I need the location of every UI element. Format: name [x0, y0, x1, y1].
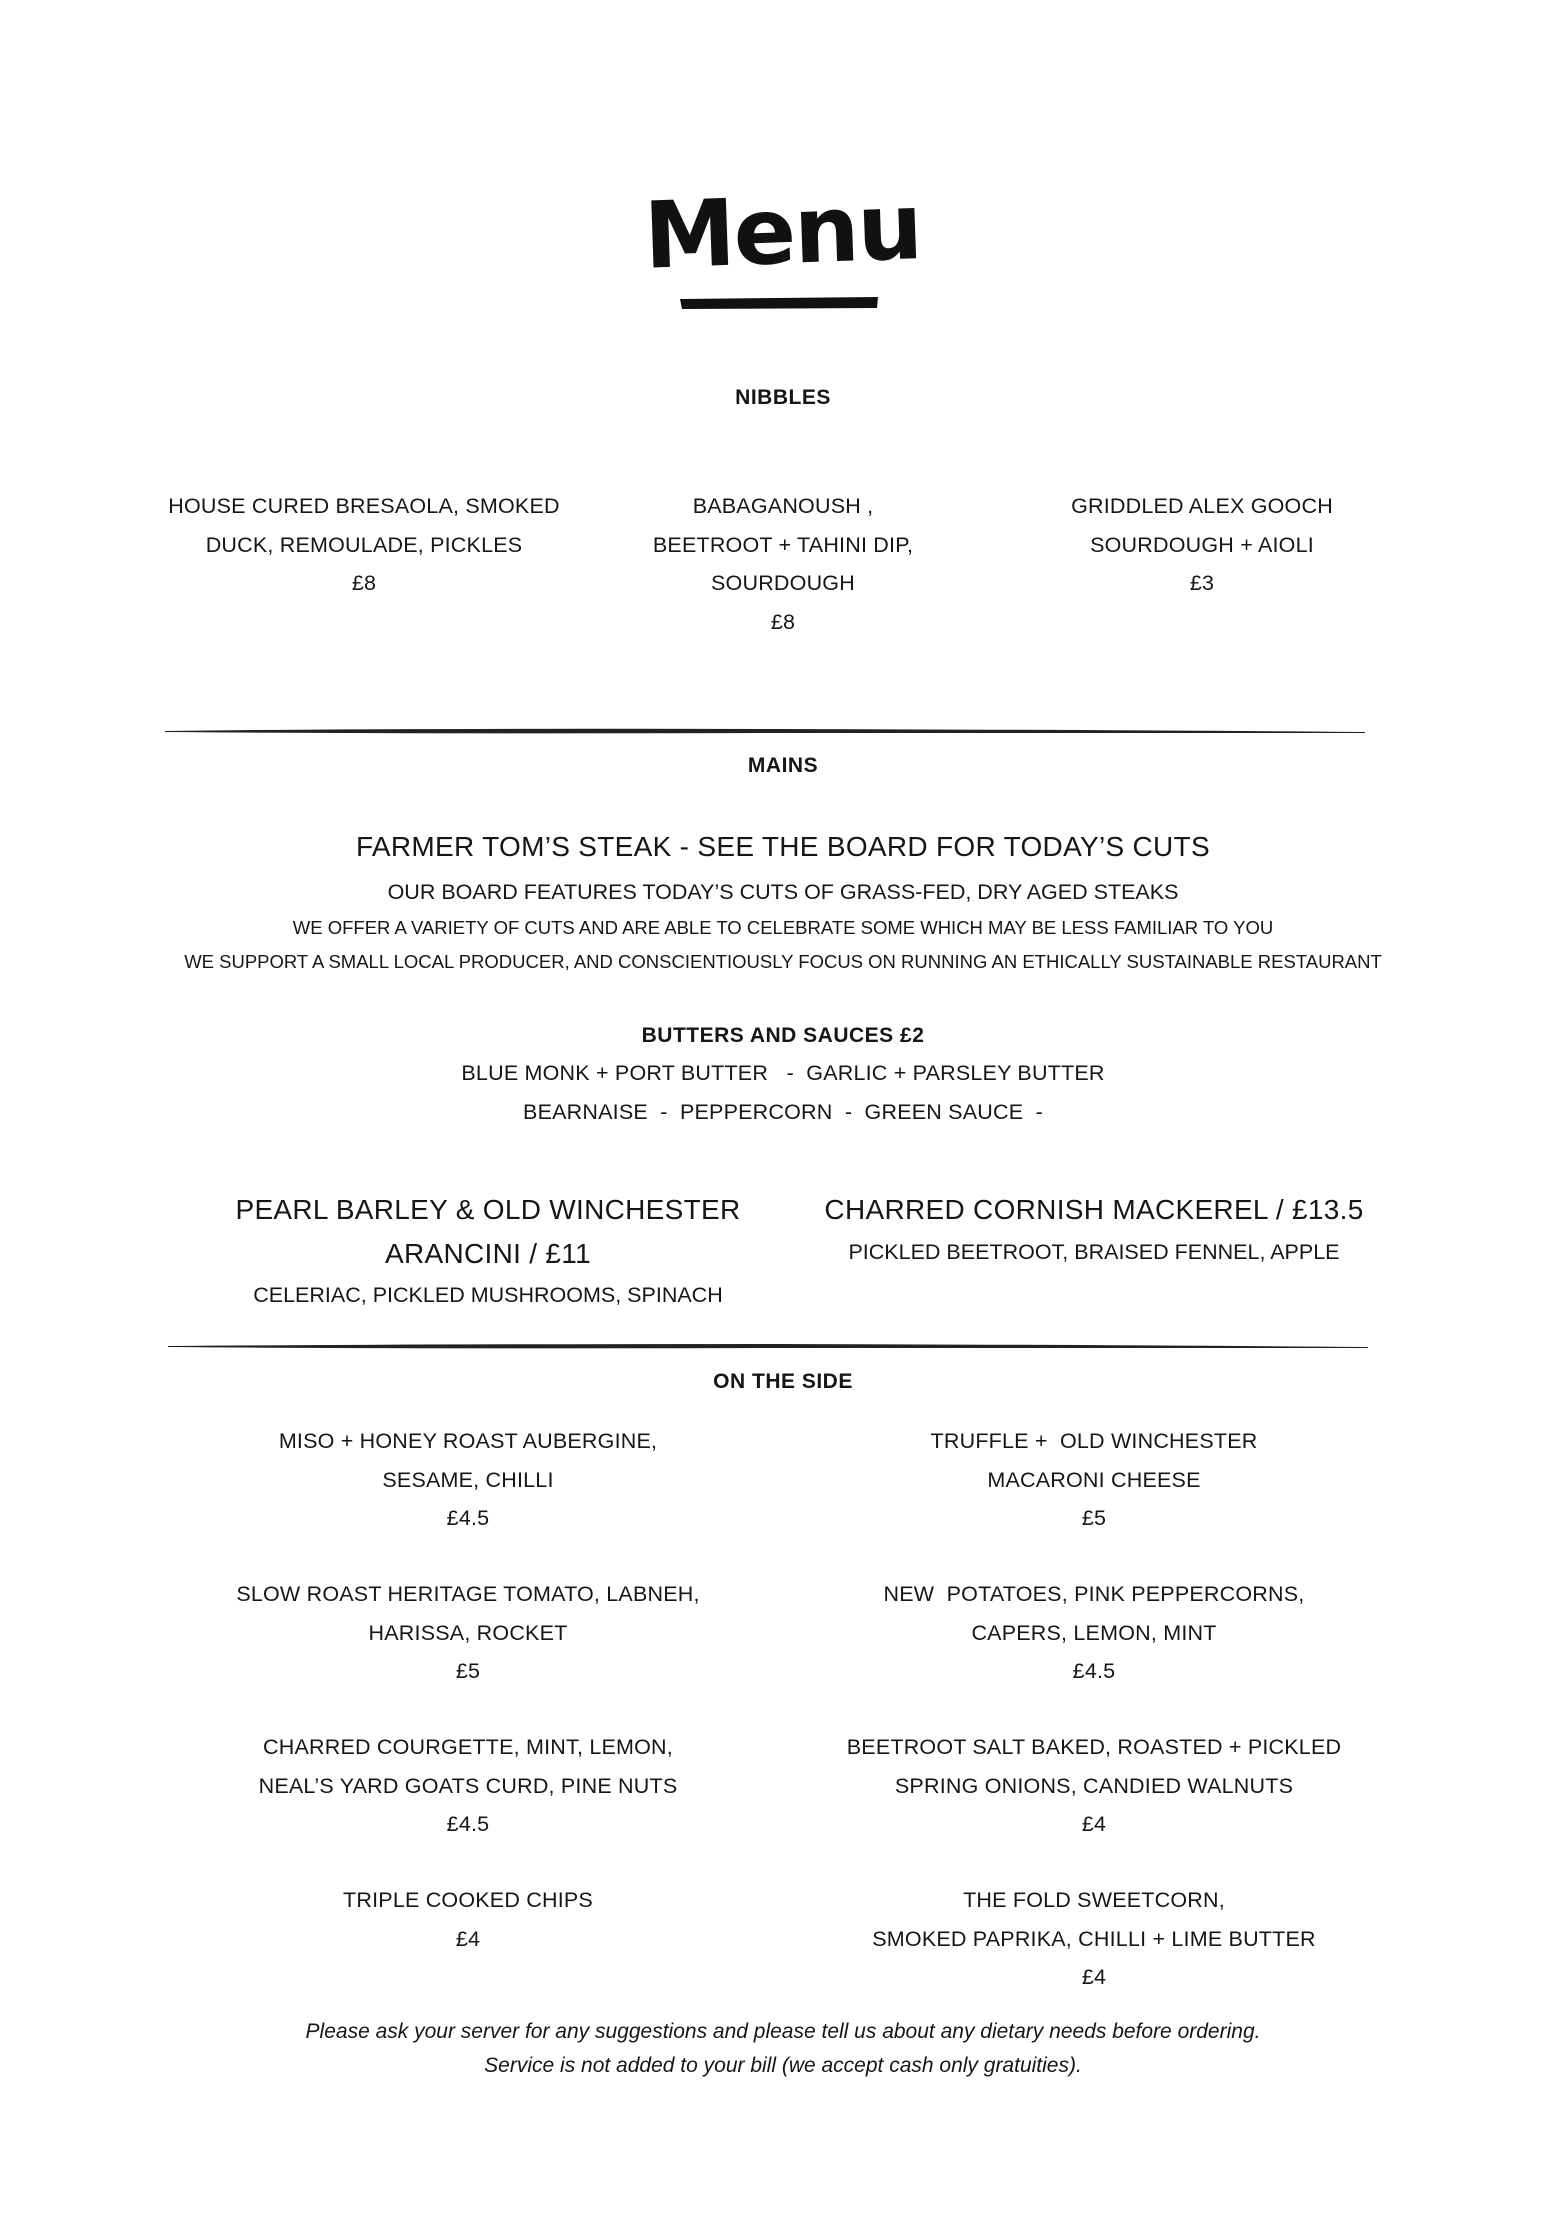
side-line: SESAME, CHILLI [382, 1467, 554, 1492]
nibble-line: SOURDOUGH [711, 571, 855, 595]
steak-title: FARMER TOM’S STEAK - SEE THE BOARD FOR TODAY’S CUTS [356, 831, 1210, 862]
nibble-line: GRIDDLED ALEX GOOCH [1071, 494, 1333, 518]
nibble-line: BABAGANOUSH , [692, 494, 874, 518]
steak-desc-line: WE OFFER A VARIETY OF CUTS AND ARE ABLE TO CELEBRATE SOME WHICH MAY BE LESS FAMILIAR TO YOU [292, 917, 1274, 938]
mackerel-desc: PICKLED BEETROOT, BRAISED FENNEL, APPLE [848, 1240, 1340, 1264]
side-line: THE FOLD SWEETCORN, [963, 1888, 1225, 1912]
nibble-line: HOUSE CURED BRESAOLA, SMOKED [168, 494, 560, 518]
mains-heading: MAINS [747, 754, 819, 777]
menu-title: Menu [642, 173, 923, 290]
side-line: NEW POTATOES, PINK PEPPERCORNS, [883, 1582, 1305, 1606]
nibble-price: £3 [1189, 571, 1215, 595]
side-line: MACARONI CHEESE [987, 1467, 1201, 1492]
side-line: SMOKED PAPRIKA, CHILLI + LIME BUTTER [872, 1926, 1316, 1951]
side-line: MISO + HONEY ROAST AUBERGINE, [278, 1429, 658, 1453]
steak-desc-line: OUR BOARD FEATURES TODAY’S CUTS OF GRASS-FED, DRY AGED STEAKS [387, 880, 1179, 904]
nibble-price: £8 [351, 571, 377, 595]
nibble-line: SOURDOUGH + AIOLI [1090, 532, 1314, 557]
footer-line: Please ask your server for any suggestions and please tell us about any dietary needs before ordering. [305, 2020, 1261, 2043]
side-item [168, 1728, 768, 1844]
side-price: £4.5 [446, 1812, 490, 1836]
butters-line: BLUE MONK + PORT BUTTER - GARLIC + PARSLEY BUTTER [461, 1061, 1105, 1085]
nibble-line: DUCK, REMOULADE, PICKLES [205, 532, 523, 557]
side-item [794, 1881, 1394, 1997]
side-line: CHARRED COURGETTE, MINT, LEMON, [263, 1735, 673, 1759]
side-line: TRUFFLE + OLD WINCHESTER [930, 1429, 1258, 1453]
sides-heading: ON THE SIDE [713, 1370, 853, 1393]
side-line: HARISSA, ROCKET [368, 1620, 568, 1645]
side-price: £4.5 [446, 1506, 490, 1530]
nibbles-heading: NIBBLES [735, 386, 831, 409]
side-line: SPRING ONIONS, CANDIED WALNUTS [894, 1773, 1294, 1798]
butters-heading: BUTTERS AND SAUCES £2 [641, 1024, 925, 1047]
side-item [794, 1422, 1394, 1538]
arancini-item [188, 1188, 788, 1314]
arancini-title: ARANCINI / £11 [385, 1238, 591, 1269]
side-item [168, 1575, 768, 1691]
title-underline [678, 296, 880, 310]
side-price: £5 [1081, 1506, 1107, 1530]
steak-desc-line: WE SUPPORT A SMALL LOCAL PRODUCER, AND CONSCIENTIOUSLY FOCUS ON RUNNING AN ETHICALLY SUSTAINABLE RESTAURANT [184, 951, 1382, 972]
footer-line: Service is not added to your bill (we accept cash only gratuities). [484, 2054, 1082, 2077]
side-price: £5 [455, 1659, 481, 1683]
side-price: £4 [1081, 1965, 1107, 1989]
side-item [168, 1881, 768, 1958]
side-line: SLOW ROAST HERITAGE TOMATO, LABNEH, [236, 1582, 700, 1606]
side-item [794, 1728, 1394, 1844]
mackerel-title: CHARRED CORNISH MACKEREL / £13.5 [824, 1194, 1364, 1225]
side-price: £4.5 [1072, 1659, 1116, 1683]
nibble-line: BEETROOT + TAHINI DIP, [652, 532, 914, 557]
side-line: BEETROOT SALT BAKED, ROASTED + PICKLED [846, 1735, 1342, 1759]
nibble-item [952, 487, 1452, 603]
side-price: £4 [455, 1926, 481, 1951]
mackerel-item [794, 1188, 1394, 1272]
section-divider [0, 1340, 1566, 1352]
footer-note [0, 2015, 1566, 2083]
nibble-price: £8 [770, 609, 796, 634]
arancini-desc: CELERIAC, PICKLED MUSHROOMS, SPINACH [253, 1283, 723, 1307]
sauces-line: BEARNAISE - PEPPERCORN - GREEN SAUCE - [523, 1100, 1043, 1124]
side-item [168, 1422, 768, 1538]
side-item [794, 1575, 1394, 1691]
arancini-title: PEARL BARLEY & OLD WINCHESTER [235, 1194, 741, 1225]
side-price: £4 [1081, 1812, 1107, 1836]
side-line: TRIPLE COOKED CHIPS [343, 1888, 593, 1912]
side-line: NEAL’S YARD GOATS CURD, PINE NUTS [258, 1773, 678, 1798]
side-line: CAPERS, LEMON, MINT [971, 1620, 1217, 1645]
section-divider [0, 725, 1566, 737]
